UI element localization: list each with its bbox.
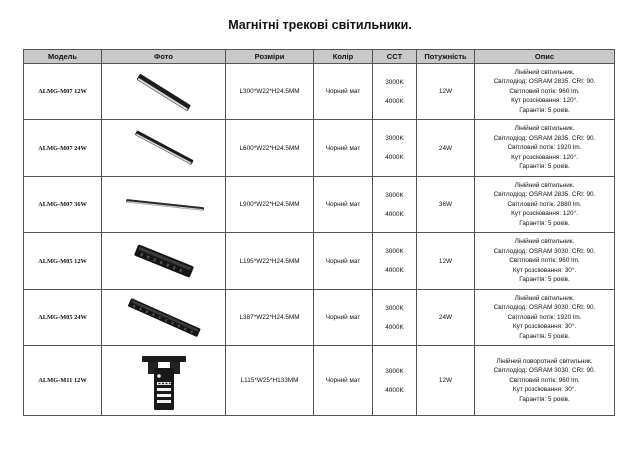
desc-line: Лінійний світильник.	[514, 181, 575, 189]
color-cell: Чорний мат	[314, 64, 373, 120]
model-cell: ALMG-M07 36W	[24, 177, 102, 233]
desc-line: Кут розсіювання: 30°.	[512, 386, 577, 394]
power-cell: 36W	[417, 177, 475, 233]
size-cell: L300*W22*H24.5MM	[226, 64, 314, 120]
color-cell: Чорний мат	[314, 120, 373, 177]
size-cell: L195*W22*H24.5MM	[226, 233, 314, 290]
desc-line: Світловий потік: 1920 lm.	[507, 144, 582, 152]
spot-linear-light-24w-icon	[104, 291, 224, 345]
model-cell: ALMG-M07 12W	[24, 64, 102, 120]
cct-value: 4000K	[385, 386, 404, 394]
table-row	[24, 64, 615, 120]
header-cct: CCT	[373, 50, 417, 64]
desc-line: Кут розсіювання: 120°.	[511, 210, 578, 218]
cct-value: 3000K	[385, 78, 404, 86]
size-cell: L900*W22*H24.5MM	[226, 177, 314, 233]
linear-light-36w-icon	[104, 178, 224, 232]
desc-line: Світлодіод: OSRAM 2835. CRI: 90.	[493, 78, 596, 86]
cct-value: 4000K	[385, 97, 404, 105]
desc-line: Гарантія: 5 років.	[519, 395, 570, 403]
header-photo: Фото	[102, 50, 226, 64]
model-cell: ALMG-M11 12W	[24, 346, 102, 416]
header-size: Розміри	[226, 50, 314, 64]
desc-line: Лінійний світильник.	[514, 68, 575, 76]
cct-cell	[373, 64, 417, 120]
header-color: Колір	[314, 50, 373, 64]
rotary-linear-light-12w-icon	[104, 348, 224, 414]
desc-line: Лінійний світильник.	[514, 125, 575, 133]
desc-cell	[475, 346, 615, 416]
desc-cell	[475, 177, 615, 233]
desc-line: Гарантія: 5 років.	[519, 332, 570, 340]
desc-line: Лінійний світильник.	[514, 294, 575, 302]
linear-light-24w-icon	[104, 121, 224, 175]
product-photo	[102, 120, 226, 177]
desc-line: Світлодіод: OSRAM 3030. CRI: 90.	[493, 304, 596, 312]
table-header-row	[24, 50, 615, 64]
desc-line: Світловий потік: 960 lm.	[509, 376, 580, 384]
product-photo	[102, 64, 226, 120]
cct-value: 4000K	[385, 210, 404, 218]
product-photo	[102, 233, 226, 290]
desc-line: Світлодіод: OSRAM 2835. CRI: 90.	[493, 134, 596, 142]
desc-line: Гарантія: 5 років.	[519, 106, 570, 114]
cct-value: 4000K	[385, 267, 404, 274]
cct-cell	[373, 290, 417, 346]
desc-line: Світловий потік: 960 lm.	[509, 257, 580, 265]
color-cell: Чорний мат	[314, 233, 373, 290]
desc-line: Кут розсіювання: 30°.	[512, 323, 577, 331]
cct-value: 3000K	[385, 135, 404, 142]
spot-linear-light-12w-icon	[104, 234, 224, 288]
header-desc: Опис	[475, 50, 615, 64]
color-cell: Чорний мат	[314, 290, 373, 346]
header-model: Модель	[24, 50, 102, 64]
power-cell: 24W	[417, 120, 475, 177]
cct-value: 3000K	[385, 191, 404, 199]
power-cell: 12W	[417, 233, 475, 290]
cct-cell	[373, 177, 417, 233]
size-cell: L600*W22*H24.5MM	[226, 120, 314, 177]
page-title: Магнітні трекові світильники.	[228, 18, 412, 32]
model-cell: ALMG-M05 24W	[24, 290, 102, 346]
cct-value: 4000K	[385, 323, 404, 331]
model-cell: ALMG-M05 12W	[24, 233, 102, 290]
desc-cell	[475, 233, 615, 290]
desc-line: Гарантія: 5 років.	[519, 276, 570, 284]
cct-cell	[373, 120, 417, 177]
desc-line: Світлодіод: OSRAM 2835. CRI: 90.	[493, 191, 596, 199]
cct-value: 3000K	[385, 367, 404, 375]
desc-line: Світловий потік: 2880 lm.	[507, 200, 582, 208]
cct-cell	[373, 233, 417, 290]
table-row	[24, 290, 615, 346]
desc-cell	[475, 290, 615, 346]
size-cell: L387*W22*H24.5MM	[226, 290, 314, 346]
desc-line: Кут розсіювання: 120°.	[511, 153, 578, 161]
product-photo	[102, 346, 226, 416]
color-cell: Чорний мат	[314, 346, 373, 416]
table-row	[24, 177, 615, 233]
power-cell: 12W	[417, 346, 475, 416]
desc-line: Гарантія: 5 років.	[519, 219, 570, 227]
desc-line: Лінійний поворотний світильник.	[496, 357, 593, 365]
desc-line: Світлодіод: OSRAM 3030. CRI: 90.	[493, 247, 596, 255]
product-photo	[102, 177, 226, 233]
desc-line: Кут розсіювання: 30°.	[512, 266, 577, 274]
table-row	[24, 120, 615, 177]
desc-line: Світлодіод: OSRAM 3030. CRI: 90.	[493, 367, 596, 375]
desc-line: Світловий потік: 1920 lm.	[507, 313, 582, 321]
desc-cell	[475, 64, 615, 120]
linear-light-12w-icon	[104, 65, 224, 119]
desc-line: Лінійний світильник.	[514, 238, 575, 246]
power-cell: 12W	[417, 64, 475, 120]
desc-line: Кут розсіювання: 120°.	[511, 97, 578, 105]
table-row	[24, 233, 615, 290]
cct-value: 3000K	[385, 248, 404, 255]
color-cell: Чорний мат	[314, 177, 373, 233]
desc-cell	[475, 120, 615, 177]
cct-cell	[373, 346, 417, 416]
product-table	[23, 49, 615, 416]
desc-line: Світловий потік: 960 lm.	[509, 87, 580, 95]
size-cell: L115*W25*H133MM	[226, 346, 314, 416]
header-power: Потужність	[417, 50, 475, 64]
table-row	[24, 346, 615, 416]
model-cell: ALMG-M07 24W	[24, 120, 102, 177]
desc-line: Гарантія: 5 років.	[519, 163, 570, 171]
product-photo	[102, 290, 226, 346]
cct-value: 4000K	[385, 154, 404, 161]
cct-value: 3000K	[385, 304, 404, 312]
power-cell: 24W	[417, 290, 475, 346]
